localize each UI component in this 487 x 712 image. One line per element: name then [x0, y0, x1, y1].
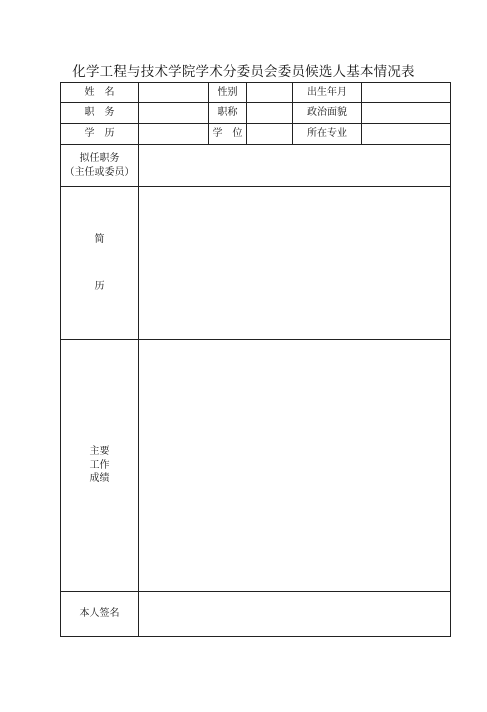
intended-position-label-line1: 拟任职务: [79, 153, 120, 164]
row-intended-position: [61, 145, 451, 187]
row-name: [61, 83, 451, 103]
resume-label: [61, 187, 139, 340]
education-label: 学 历: [61, 124, 139, 145]
political-status-value-cell[interactable]: [362, 103, 451, 124]
signature-label: 本人签名: [61, 592, 139, 637]
professional-title-label: 职称: [209, 103, 247, 124]
major-label: 所在专业: [293, 124, 362, 145]
degree-label: 学 位: [209, 124, 247, 145]
degree-value-cell[interactable]: [247, 124, 293, 145]
education-value-cell[interactable]: [139, 124, 209, 145]
achievements-label-line3: 成绩: [89, 473, 110, 485]
intended-position-label-line2: （主任或委员）: [64, 166, 135, 178]
position-value-cell[interactable]: [139, 103, 209, 124]
candidate-info-table: [60, 82, 451, 637]
name-value-cell[interactable]: [139, 83, 209, 103]
professional-title-value-cell[interactable]: [247, 103, 293, 124]
major-value-cell[interactable]: [362, 124, 451, 145]
resume-value-cell[interactable]: [139, 187, 451, 340]
resume-label-char2: 历: [94, 281, 105, 292]
gender-label: 性别: [209, 83, 247, 103]
achievements-value-cell[interactable]: [139, 340, 451, 592]
row-achievements: [61, 340, 451, 592]
intended-position-label: [61, 145, 139, 187]
resume-label-char1: 简: [94, 233, 105, 245]
achievements-label: [61, 340, 139, 592]
row-education: [61, 124, 451, 145]
gender-value-cell[interactable]: [247, 83, 293, 103]
intended-position-value-cell[interactable]: [139, 145, 451, 187]
political-status-label: 政治面貌: [293, 103, 362, 124]
position-label: 职 务: [61, 103, 139, 124]
birth-date-label: 出生年月: [293, 83, 362, 103]
achievements-label-line1: 主要: [89, 446, 110, 458]
name-label: 姓 名: [61, 83, 139, 103]
row-signature: [61, 592, 451, 637]
signature-value-cell[interactable]: [139, 592, 451, 637]
row-position: [61, 103, 451, 124]
achievements-label-line2: 工作: [89, 459, 110, 471]
form-title: 化学工程与技术学院学术分委员会委员候选人基本情况表: [72, 64, 415, 80]
row-resume: [61, 187, 451, 340]
birth-date-value-cell[interactable]: [362, 83, 451, 103]
